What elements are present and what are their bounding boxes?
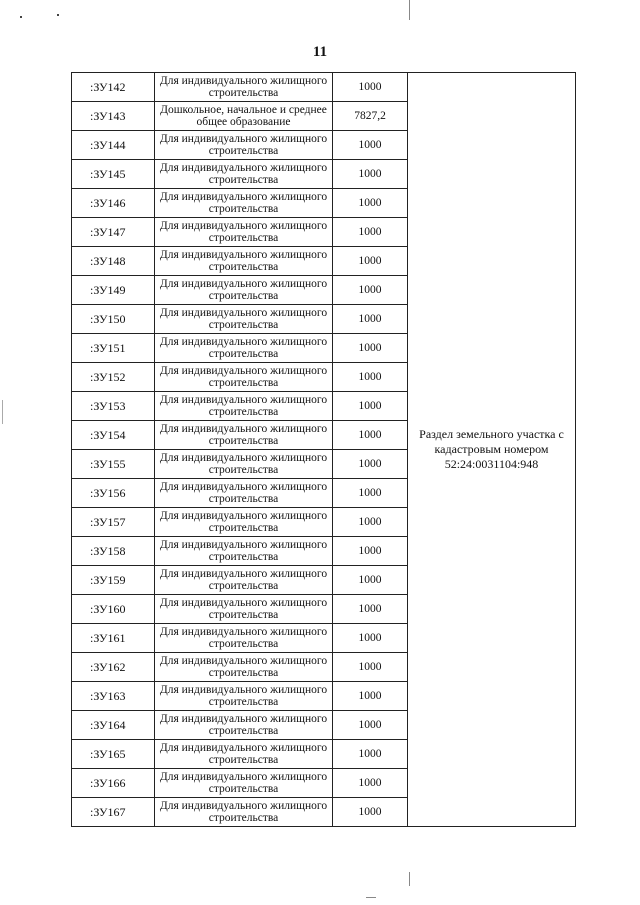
permitted-use-cell: Для индивидуального жилищного строительства	[155, 595, 333, 624]
permitted-use-cell: Для индивидуального жилищного строительства	[155, 711, 333, 740]
permitted-use-cell: Для индивидуального жилищного строительства	[155, 653, 333, 682]
area-cell: 1000	[333, 363, 408, 392]
parcel-id-cell: :ЗУ143	[72, 102, 155, 131]
permitted-use-cell: Для индивидуального жилищного строительства	[155, 479, 333, 508]
permitted-use-cell: Для индивидуального жилищного строительства	[155, 798, 333, 827]
area-cell: 1000	[333, 450, 408, 479]
permitted-use-cell: Для индивидуального жилищного строительства	[155, 73, 333, 102]
scan-artifact	[409, 0, 410, 20]
permitted-use-cell: Для индивидуального жилищного строительства	[155, 537, 333, 566]
parcel-id-cell: :ЗУ144	[72, 131, 155, 160]
permitted-use-cell: Для индивидуального жилищного строительства	[155, 363, 333, 392]
parcel-id-cell: :ЗУ166	[72, 769, 155, 798]
scan-artifact	[20, 16, 22, 18]
area-cell: 1000	[333, 392, 408, 421]
note-cell: Раздел земельного участка с кадастровым номером 52:24:0031104:948	[408, 73, 576, 827]
scan-artifact	[57, 14, 59, 16]
parcel-id-cell: :ЗУ167	[72, 798, 155, 827]
parcels-table	[71, 72, 576, 827]
area-cell: 1000	[333, 740, 408, 769]
area-cell: 1000	[333, 653, 408, 682]
area-cell: 1000	[333, 682, 408, 711]
scan-artifact	[2, 400, 3, 424]
area-cell: 1000	[333, 247, 408, 276]
permitted-use-cell: Для индивидуального жилищного строительства	[155, 769, 333, 798]
area-cell: 1000	[333, 189, 408, 218]
parcel-id-cell: :ЗУ156	[72, 479, 155, 508]
permitted-use-cell: Для индивидуального жилищного строительства	[155, 624, 333, 653]
area-cell: 1000	[333, 131, 408, 160]
permitted-use-cell: Дошкольное, начальное и среднее общее образование	[155, 102, 333, 131]
scan-artifact	[366, 897, 376, 898]
area-cell: 1000	[333, 73, 408, 102]
area-cell: 1000	[333, 160, 408, 189]
parcel-id-cell: :ЗУ145	[72, 160, 155, 189]
permitted-use-cell: Для индивидуального жилищного строительства	[155, 682, 333, 711]
page-number: 11	[312, 44, 328, 60]
parcel-id-cell: :ЗУ161	[72, 624, 155, 653]
parcel-id-cell: :ЗУ142	[72, 73, 155, 102]
permitted-use-cell: Для индивидуального жилищного строительства	[155, 276, 333, 305]
parcel-id-cell: :ЗУ163	[72, 682, 155, 711]
parcel-id-cell: :ЗУ148	[72, 247, 155, 276]
parcel-id-cell: :ЗУ158	[72, 537, 155, 566]
parcel-id-cell: :ЗУ146	[72, 189, 155, 218]
parcel-id-cell: :ЗУ153	[72, 392, 155, 421]
parcel-id-cell: :ЗУ160	[72, 595, 155, 624]
area-cell: 1000	[333, 798, 408, 827]
permitted-use-cell: Для индивидуального жилищного строительства	[155, 189, 333, 218]
permitted-use-cell: Для индивидуального жилищного строительства	[155, 508, 333, 537]
permitted-use-cell: Для индивидуального жилищного строительства	[155, 131, 333, 160]
parcel-id-cell: :ЗУ165	[72, 740, 155, 769]
area-cell: 1000	[333, 537, 408, 566]
area-cell: 1000	[333, 276, 408, 305]
permitted-use-cell: Для индивидуального жилищного строительства	[155, 392, 333, 421]
parcels-table-body	[72, 73, 576, 827]
parcel-id-cell: :ЗУ162	[72, 653, 155, 682]
area-cell: 1000	[333, 769, 408, 798]
area-cell: 1000	[333, 479, 408, 508]
area-cell: 1000	[333, 508, 408, 537]
parcel-id-cell: :ЗУ157	[72, 508, 155, 537]
area-cell: 1000	[333, 566, 408, 595]
permitted-use-cell: Для индивидуального жилищного строительства	[155, 218, 333, 247]
permitted-use-cell: Для индивидуального жилищного строительства	[155, 305, 333, 334]
parcel-id-cell: :ЗУ154	[72, 421, 155, 450]
permitted-use-cell: Для индивидуального жилищного строительства	[155, 421, 333, 450]
table-row	[72, 73, 576, 102]
area-cell: 1000	[333, 305, 408, 334]
parcel-id-cell: :ЗУ155	[72, 450, 155, 479]
area-cell: 1000	[333, 421, 408, 450]
area-cell: 1000	[333, 711, 408, 740]
permitted-use-cell: Для индивидуального жилищного строительства	[155, 247, 333, 276]
scan-artifact	[409, 872, 410, 886]
parcel-id-cell: :ЗУ152	[72, 363, 155, 392]
area-cell: 1000	[333, 624, 408, 653]
permitted-use-cell: Для индивидуального жилищного строительства	[155, 740, 333, 769]
permitted-use-cell: Для индивидуального жилищного строительства	[155, 450, 333, 479]
permitted-use-cell: Для индивидуального жилищного строительства	[155, 566, 333, 595]
parcel-id-cell: :ЗУ159	[72, 566, 155, 595]
area-cell: 7827,2	[333, 102, 408, 131]
parcel-id-cell: :ЗУ151	[72, 334, 155, 363]
parcel-id-cell: :ЗУ147	[72, 218, 155, 247]
parcel-id-cell: :ЗУ149	[72, 276, 155, 305]
area-cell: 1000	[333, 595, 408, 624]
permitted-use-cell: Для индивидуального жилищного строительства	[155, 160, 333, 189]
permitted-use-cell: Для индивидуального жилищного строительства	[155, 334, 333, 363]
area-cell: 1000	[333, 218, 408, 247]
parcel-id-cell: :ЗУ150	[72, 305, 155, 334]
area-cell: 1000	[333, 334, 408, 363]
parcel-id-cell: :ЗУ164	[72, 711, 155, 740]
